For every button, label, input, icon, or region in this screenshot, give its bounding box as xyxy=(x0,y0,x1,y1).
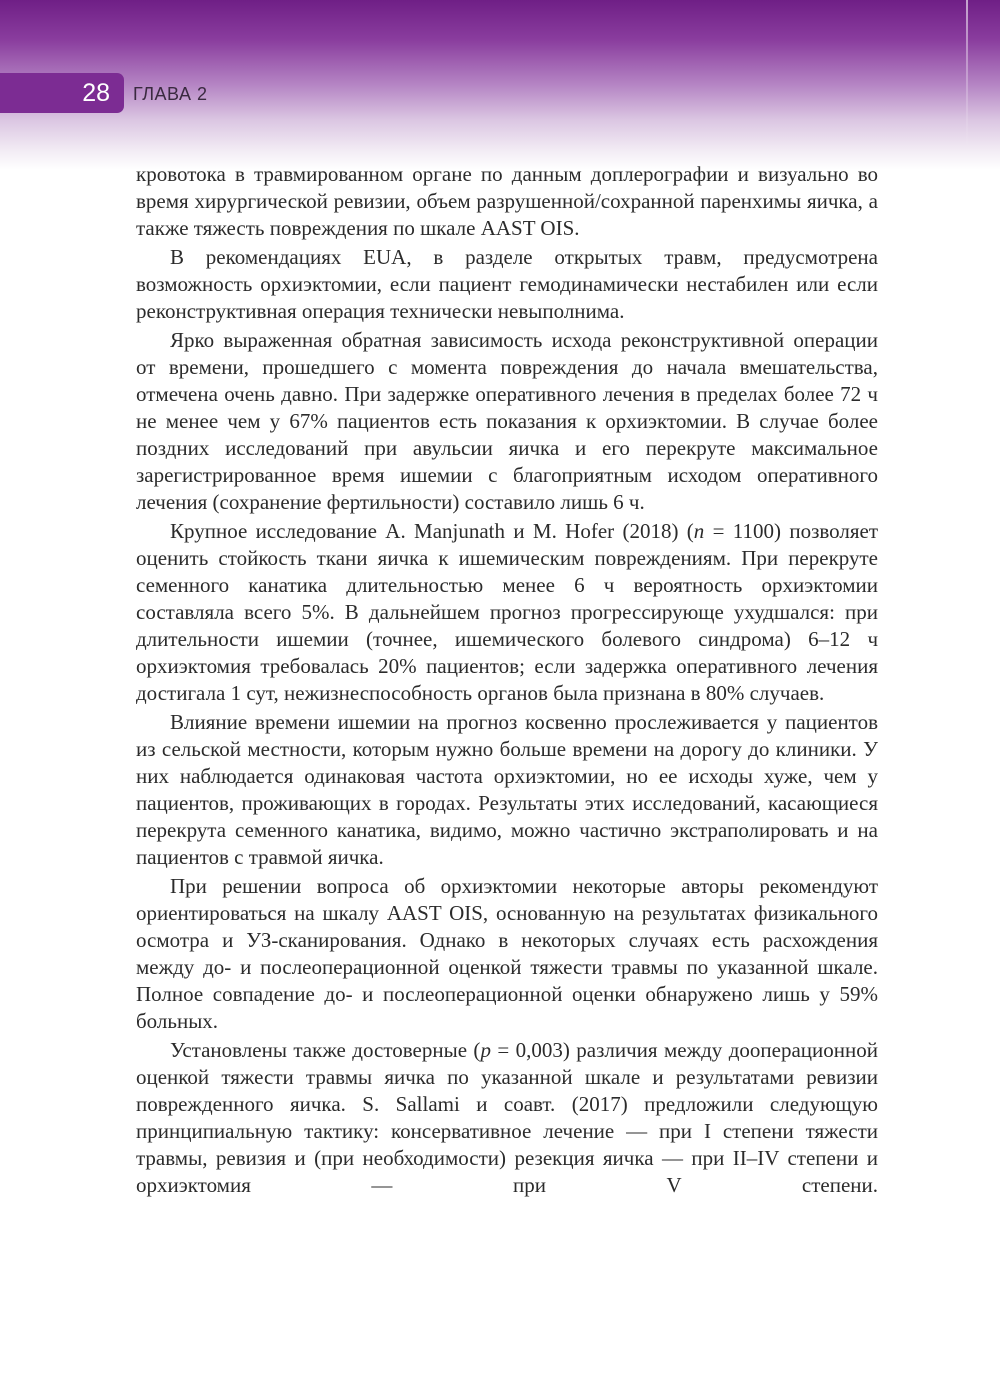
paragraph-3: Ярко выраженная обратная зависимость исхода реконструктивной операции от времени, прошедшего с момента повреждения до начала вмешательства, отмечена очень давно. При задержке оперативного лечения в пределах более 72 ч не менее чем у 67% пациентов есть показания к орхиэктомии. В случае более поздних исследований при авульсии яичка и его перекруте максимальное зарегистрированное время ишемии с благоприятным исходом оперативного лечения (сохранение фертильности) составило лишь 6 ч. xyxy=(136,328,878,514)
paragraph-4 xyxy=(136,518,878,707)
paragraph-4-part-1: Крупное исследование A. Manjunath и M. Hofer (2018) ( xyxy=(170,519,694,543)
paragraph-7-part-2: = 0,003) различия между дооперационной оценкой тяжести травмы яичка по указанной шкале и результатами ревизии поврежденного яичка. S. Sallami и соавт. (2017) предложили следующую принципиальную тактику: консервативное лечение — при I степени тяжести травмы, ревизия и (при необходимости) резекция яичка — при II–IV степени и орхиэктомия — при V степени. xyxy=(136,1038,878,1197)
sample-size-symbol: n xyxy=(693,519,705,543)
page-number: 28 xyxy=(82,79,110,107)
p-value-symbol: p xyxy=(480,1038,491,1062)
paragraph-4-part-2: = 1100) позволяет оценить стойкость ткани яичка к ишемическим повреждениям. При перекруте семенного канатика длительностью менее 6 ч вероятность орхиэктомии составляла всего 5%. В дальнейшем прогноз прогрессирующе ухудшался: при длительности ишемии (точнее, ишемического болевого синдрома) 6–12 ч орхиэктомия требовалась 20% пациентов; если задержка оперативного лечения достигала 1 сут, нежизнеспособность органов была признана в 80% случаев. xyxy=(136,519,878,705)
paragraph-1: кровотока в травмированном органе по данным доплерографии и визуально во время хирургической ревизии, объем разрушенной/сохранной паренхимы яичка, а также тяжесть повреждения по шкале AAST OIS. xyxy=(136,162,878,240)
page-number-tab xyxy=(0,73,124,113)
paragraph-6: При решении вопроса об орхиэктомии некоторые авторы рекомендуют ориентироваться на шкалу AAST OIS, основанную на результатах физикального осмотра и УЗ-сканирования. Однако в некоторых случаях есть расхождения между до- и послеоперационной оценкой тяжести травмы по указанной шкале. Полное совпадение до- и послеоперационной оценки обнаружено лишь у 59% больных. xyxy=(136,874,878,1033)
body-text xyxy=(136,161,878,1199)
paragraph-7 xyxy=(136,1037,878,1199)
header-edge-line xyxy=(966,0,968,150)
paragraph-2: В рекомендациях EUA, в разделе открытых травм, предусмотрена возможность орхиэктомии, если пациент гемодинамически нестабилен или если реконструктивная операция технически невыполнима. xyxy=(136,245,878,323)
chapter-title: ГЛАВА 2 xyxy=(133,84,208,104)
paragraph-5: Влияние времени ишемии на прогноз косвенно прослеживается у пациентов из сельской местности, которым нужно больше времени на дорогу до клиники. У них наблюдается одинаковая частота орхиэктомии, но ее исходы хуже, чем у пациентов, проживающих в городах. Результаты этих исследований, касающиеся перекрута семенного канатика, видимо, можно частично экстраполировать и на пациентов с травмой яичка. xyxy=(136,710,878,869)
paragraph-7-part-1: Установлены также достоверные ( xyxy=(170,1038,481,1062)
